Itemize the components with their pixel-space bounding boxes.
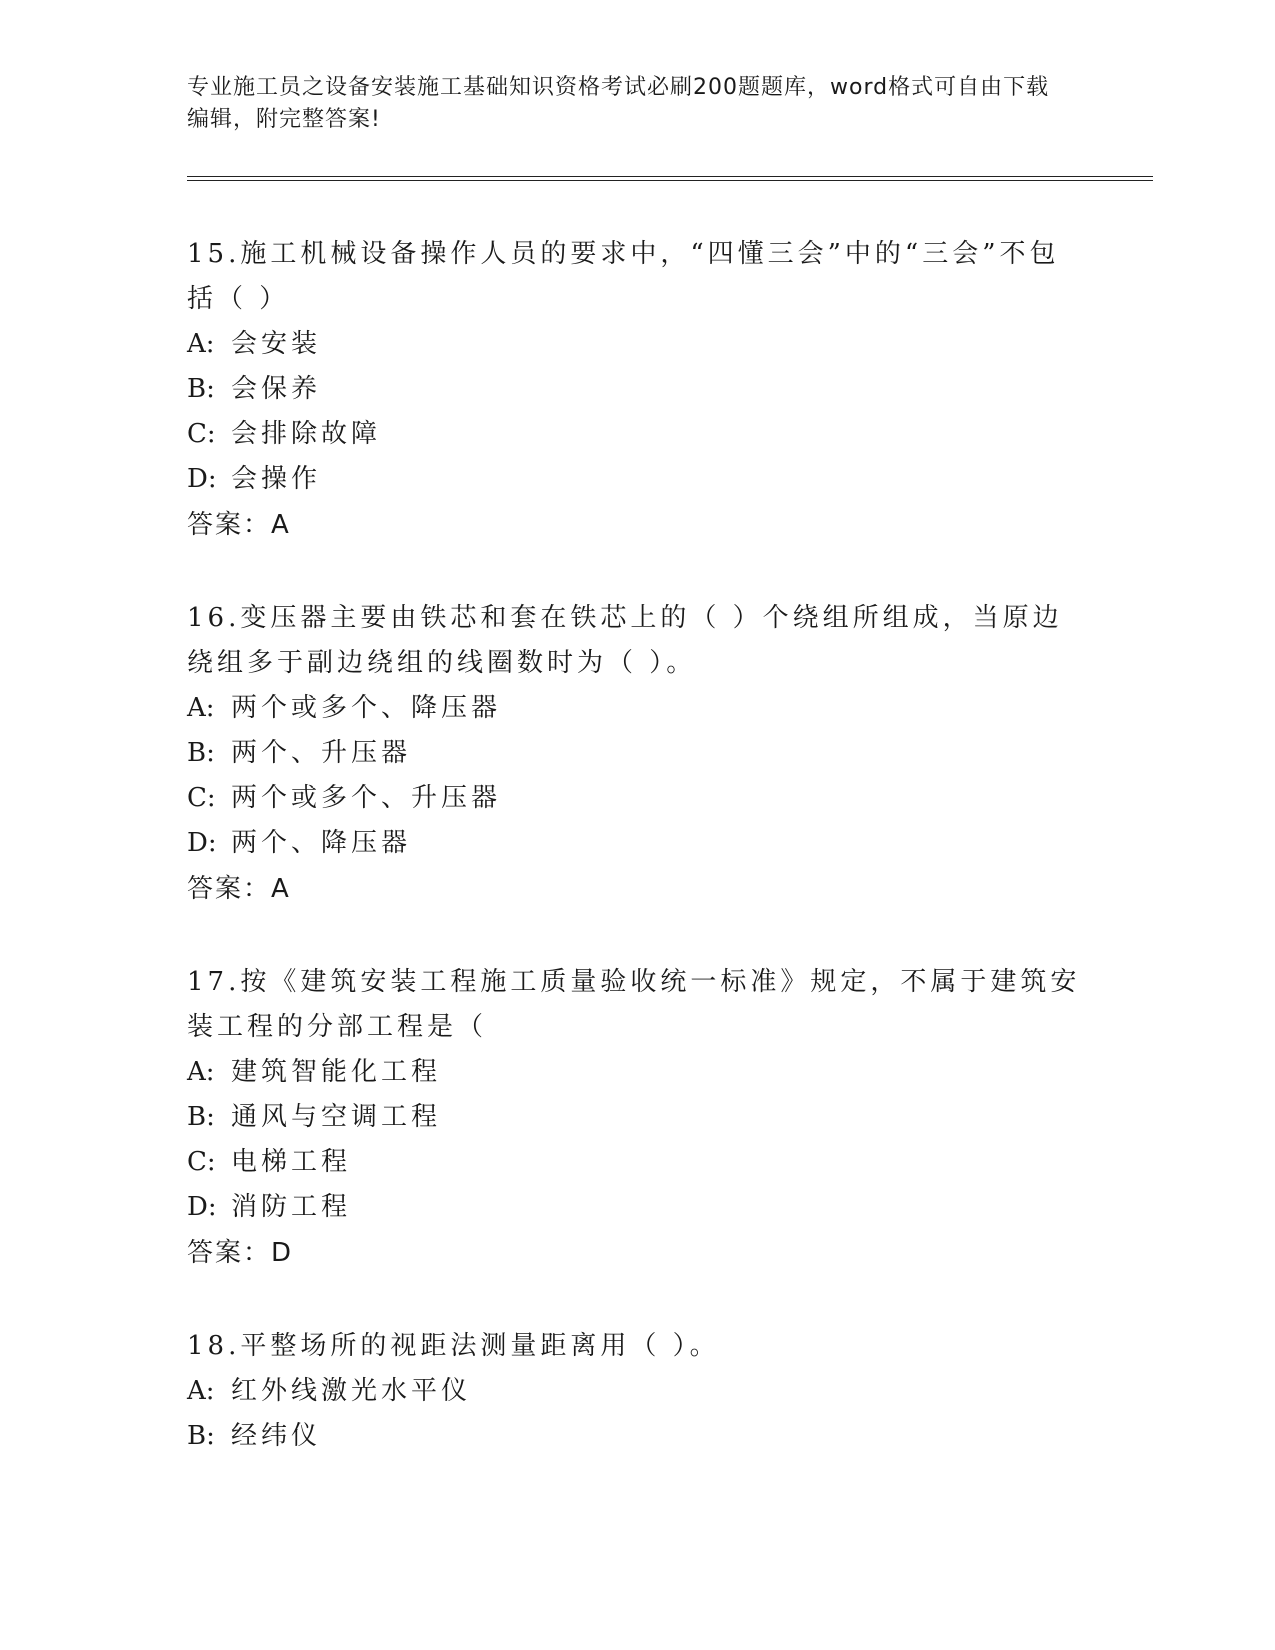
option-label: B: [187,1421,215,1451]
question-18 [187,1324,1087,1459]
option-text: 红外线激光水平仪 [231,1376,472,1406]
option-text: 会操作 [231,464,322,494]
option-text: 电梯工程 [231,1147,352,1177]
option-label: B: [187,374,215,404]
option-text: 建筑智能化工程 [231,1057,442,1087]
answer-line: 答案：D [187,1238,294,1268]
option-a [187,322,1087,367]
answer-line: 答案：A [187,874,291,904]
option-a [187,1050,1087,1095]
document-header: 专业施工员之设备安装施工基础知识资格考试必刷200题题库，word格式可自由下载编辑，附完整答案! [187,75,1050,132]
option-text: 会排除故障 [231,419,382,449]
question-text: 18.平整场所的视距法测量距离用（ ）。 [187,1331,720,1361]
option-label: A: [187,1057,215,1087]
option-text: 消防工程 [231,1192,352,1222]
option-d [187,821,1087,866]
option-b [187,1095,1087,1140]
option-label: B: [187,1102,215,1132]
option-b [187,367,1087,412]
option-d [187,1185,1087,1230]
answer-line: 答案：A [187,510,291,540]
option-b [187,1414,1087,1459]
question-text: 17.按《建筑安装工程施工质量验收统一标准》规定，不属于建筑安装工程的分部工程是（ [187,967,1081,1042]
option-label: C: [187,419,216,449]
question-list [187,232,1087,1507]
option-a [187,1369,1087,1414]
option-text: 两个或多个、升压器 [231,783,502,813]
option-c [187,776,1087,821]
option-label: C: [187,1147,216,1177]
question-15 [187,232,1087,548]
option-c [187,1140,1087,1185]
option-label: B: [187,738,215,768]
question-16 [187,596,1087,912]
option-text: 两个、升压器 [231,738,412,768]
option-label: D: [187,464,217,494]
option-b [187,731,1087,776]
question-17 [187,960,1087,1276]
option-label: A: [187,693,215,723]
option-text: 会安装 [231,329,322,359]
header-divider [187,176,1153,181]
option-label: D: [187,828,217,858]
option-label: A: [187,1376,215,1406]
option-d [187,457,1087,502]
option-text: 会保养 [231,374,322,404]
option-label: C: [187,783,216,813]
option-text: 经纬仪 [231,1421,322,1451]
question-text: 16.变压器主要由铁芯和套在铁芯上的（ ）个绕组所组成，当原边绕组多于副边绕组的线圈数时为（ ）。 [187,603,1063,678]
option-a [187,686,1087,731]
question-text: 15.施工机械设备操作人员的要求中，“四懂三会”中的“三会”不包括（ ） [187,239,1060,314]
option-label: A: [187,329,215,359]
option-text: 两个或多个、降压器 [231,693,502,723]
option-c [187,412,1087,457]
option-text: 两个、降压器 [231,828,412,858]
option-label: D: [187,1192,217,1222]
option-text: 通风与空调工程 [231,1102,442,1132]
